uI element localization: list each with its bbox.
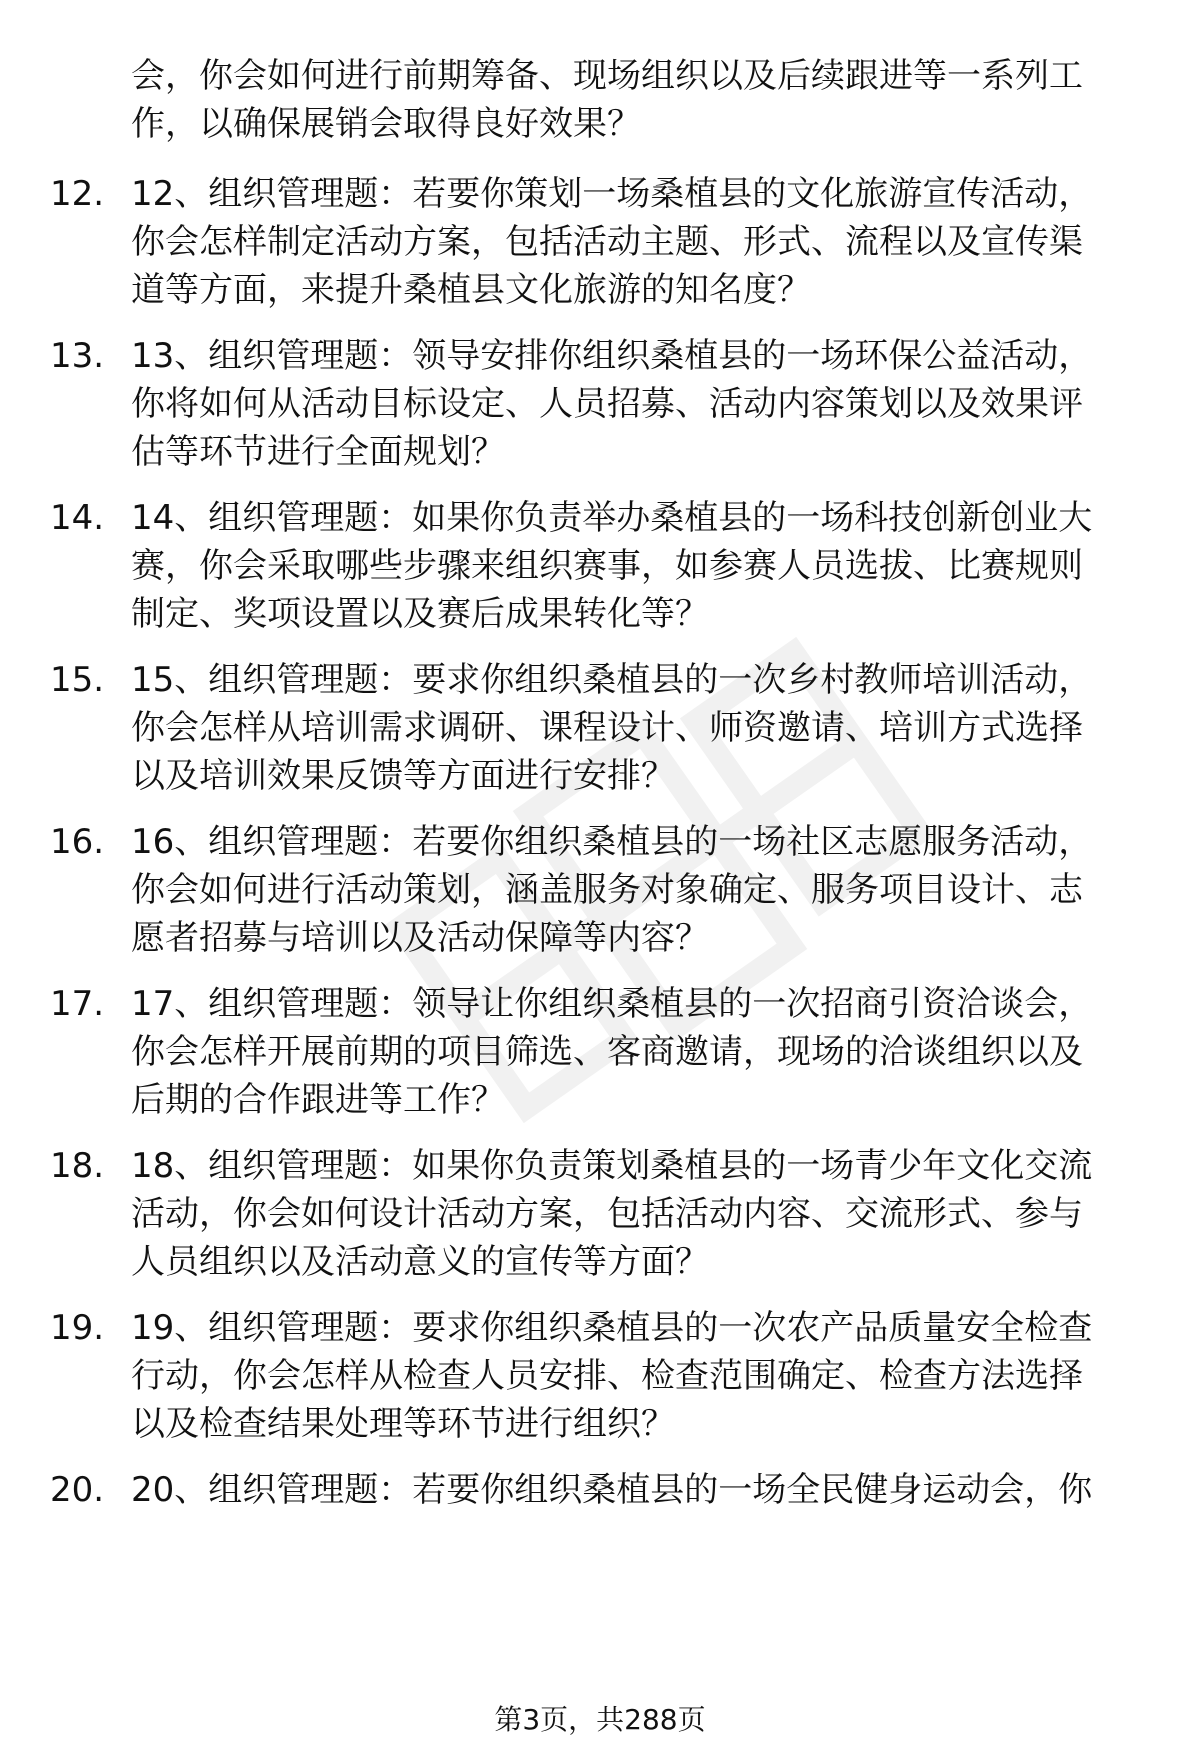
list-number: 18. <box>50 1146 105 1186</box>
continuation-text: 会，你会如何进行前期筹备、现场组织以及后续跟进等一系列工 作，以确保展销会取得良好效果？ <box>131 56 1083 144</box>
page-footer: 第3页，共288页 <box>494 1703 706 1736</box>
list-number: 16. <box>50 822 105 862</box>
list-number: 20. <box>50 1470 105 1510</box>
question-text: 19、组织管理题：要求你组织桑植县的一次农产品质量安全检查 行动，你会怎样从检查人员安排、检查范围确定、检查方法选择 以及检查结果处理等环节进行组织？ <box>131 1308 1093 1444</box>
list-number: 13. <box>50 336 105 376</box>
question-text: 17、组织管理题：领导让你组织桑植县的一次招商引资洽谈会， 你会怎样开展前期的项目筛选、客商邀请，现场的洽谈组织以及 后期的合作跟进等工作？ <box>131 984 1093 1120</box>
question-text: 18、组织管理题：如果你负责策划桑植县的一场青少年文化交流 活动，你会如何设计活动方案，包括活动内容、交流形式、参与 人员组织以及活动意义的宣传等方面？ <box>131 1146 1093 1282</box>
list-number: 12. <box>50 174 105 214</box>
question-text: 13、组织管理题：领导安排你组织桑植县的一场环保公益活动， 你将如何从活动目标设定、人员招募、活动内容策划以及效果评 估等环节进行全面规划？ <box>131 336 1093 472</box>
list-number: 14. <box>50 498 105 538</box>
list-number: 19. <box>50 1308 105 1348</box>
question-text: 14、组织管理题：如果你负责举办桑植县的一场科技创新创业大 赛，你会采取哪些步骤来组织赛事，如参赛人员选拔、比赛规则 制定、奖项设置以及赛后成果转化等？ <box>131 498 1093 634</box>
question-text: 20、组织管理题：若要你组织桑植县的一场全民健身运动会，你 <box>131 1470 1093 1510</box>
list-number: 17. <box>50 984 105 1024</box>
list-number: 15. <box>50 660 105 700</box>
question-text: 15、组织管理题：要求你组织桑植县的一次乡村教师培训活动， 你会怎样从培训需求调研、课程设计、师资邀请、培训方式选择 以及培训效果反馈等方面进行安排？ <box>131 660 1093 796</box>
question-text: 12、组织管理题：若要你策划一场桑植县的文化旅游宣传活动， 你会怎样制定活动方案，包括活动主题、形式、流程以及宣传渠 道等方面，来提升桑植县文化旅游的知名度？ <box>131 174 1093 310</box>
question-text: 16、组织管理题：若要你组织桑植县的一场社区志愿服务活动， 你会如何进行活动策划，涵盖服务对象确定、服务项目设计、志 愿者招募与培训以及活动保障等内容？ <box>131 822 1093 958</box>
